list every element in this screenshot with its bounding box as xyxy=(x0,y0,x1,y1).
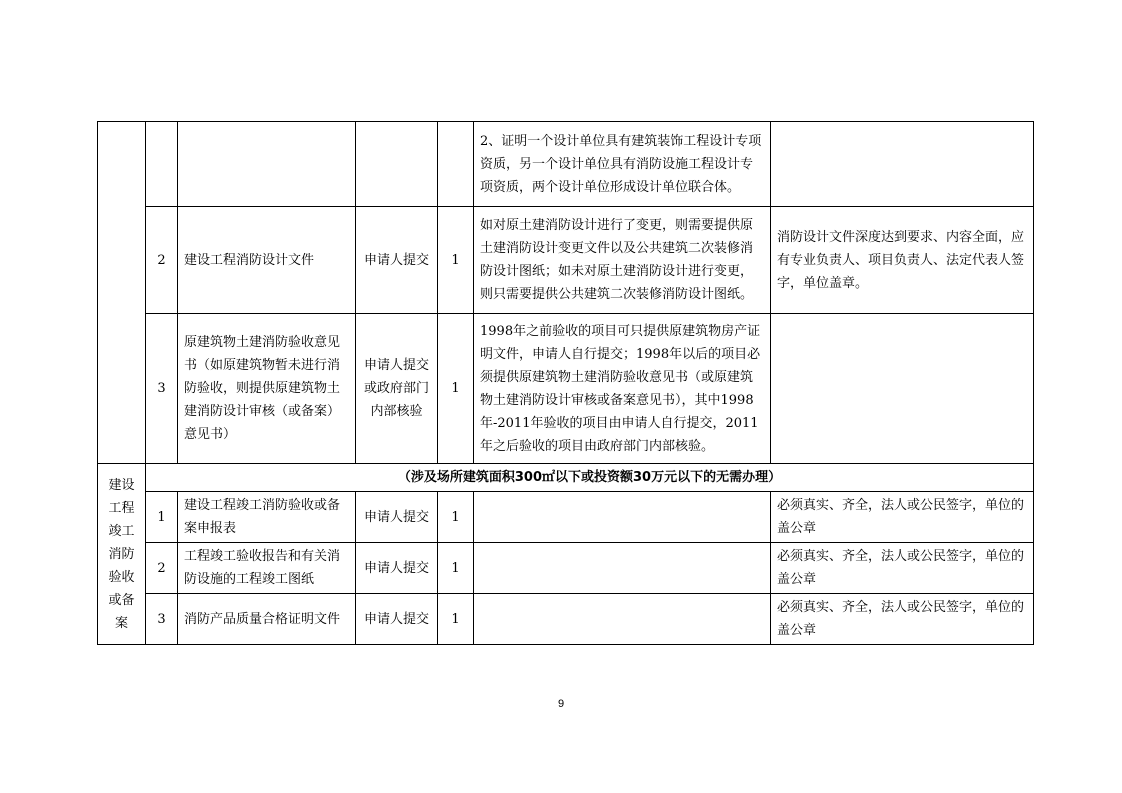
page-number: 9 xyxy=(557,698,565,710)
material-name: 建设工程竣工消防验收或备案申报表 xyxy=(178,492,356,543)
table-row xyxy=(98,314,1034,464)
material-name: 原建筑物土建消防验收意见书（如原建筑物暂未进行消防验收，则提供原建筑物土建消防设计审核（或备案）意见书） xyxy=(178,314,356,464)
material-description: 1998年之前验收的项目可只提供原建筑物房产证明文件，申请人自行提交；1998年以后的项目必须提供原建筑物土建消防验收意见书（或原建筑物土建消防设计审核或备案意见书），其中1998年-2011年验收的项目由申请人自行提交，2011年之后验收的项目由政府部门内部核验。 xyxy=(474,314,771,464)
row-number: 2 xyxy=(146,207,178,314)
material-source: 申请人提交 xyxy=(356,594,438,645)
table-row xyxy=(98,207,1034,314)
copies: 1 xyxy=(438,207,474,314)
copies: 1 xyxy=(438,492,474,543)
copies: 1 xyxy=(438,594,474,645)
material-name: 消防产品质量合格证明文件 xyxy=(178,594,356,645)
copies: 1 xyxy=(438,543,474,594)
requirement xyxy=(771,314,1034,464)
material-name: 工程竣工验收报告和有关消防设施的工程竣工图纸 xyxy=(178,543,356,594)
copies xyxy=(438,122,474,207)
table-row xyxy=(98,122,1034,207)
requirements-table xyxy=(97,121,1034,645)
material-description: 如对原土建消防设计进行了变更，则需要提供原土建消防设计变更文件以及公共建筑二次装修消防设计图纸；如未对原土建消防设计进行变更，则只需要提供公共建筑二次装修消防设计图纸。 xyxy=(474,207,771,314)
material-source xyxy=(356,122,438,207)
material-name xyxy=(178,122,356,207)
table-row xyxy=(98,543,1034,594)
material-source: 申请人提交 xyxy=(356,543,438,594)
material-description xyxy=(474,492,771,543)
requirement: 必须真实、齐全，法人或公民签字，单位的盖公章 xyxy=(771,492,1034,543)
requirement: 消防设计文件深度达到要求、内容全面，应有专业负责人、项目负责人、法定代表人签字，单位盖章。 xyxy=(771,207,1034,314)
requirement: 必须真实、齐全，法人或公民签字，单位的盖公章 xyxy=(771,594,1034,645)
copies: 1 xyxy=(438,314,474,464)
material-source: 申请人提交 xyxy=(356,207,438,314)
material-description: 2、证明一个设计单位具有建筑装饰工程设计专项资质，另一个设计单位具有消防设施工程设计专项资质，两个设计单位形成设计单位联合体。 xyxy=(474,122,771,207)
requirement: 必须真实、齐全，法人或公民签字，单位的盖公章 xyxy=(771,543,1034,594)
table-row xyxy=(98,492,1034,543)
row-number xyxy=(146,122,178,207)
row-number: 3 xyxy=(146,314,178,464)
requirement xyxy=(771,122,1034,207)
material-description xyxy=(474,594,771,645)
section-label-cell xyxy=(98,122,146,464)
table-row xyxy=(98,464,1034,492)
material-source: 申请人提交或政府部门内部核验 xyxy=(356,314,438,464)
section-note: （涉及场所建筑面积300㎡以下或投资额30万元以下的无需办理） xyxy=(146,464,1034,492)
row-number: 3 xyxy=(146,594,178,645)
material-description xyxy=(474,543,771,594)
material-source: 申请人提交 xyxy=(356,492,438,543)
table-row xyxy=(98,594,1034,645)
section-label: 建设工程竣工消防验收或备案 xyxy=(98,464,146,645)
row-number: 2 xyxy=(146,543,178,594)
row-number: 1 xyxy=(146,492,178,543)
material-name: 建设工程消防设计文件 xyxy=(178,207,356,314)
